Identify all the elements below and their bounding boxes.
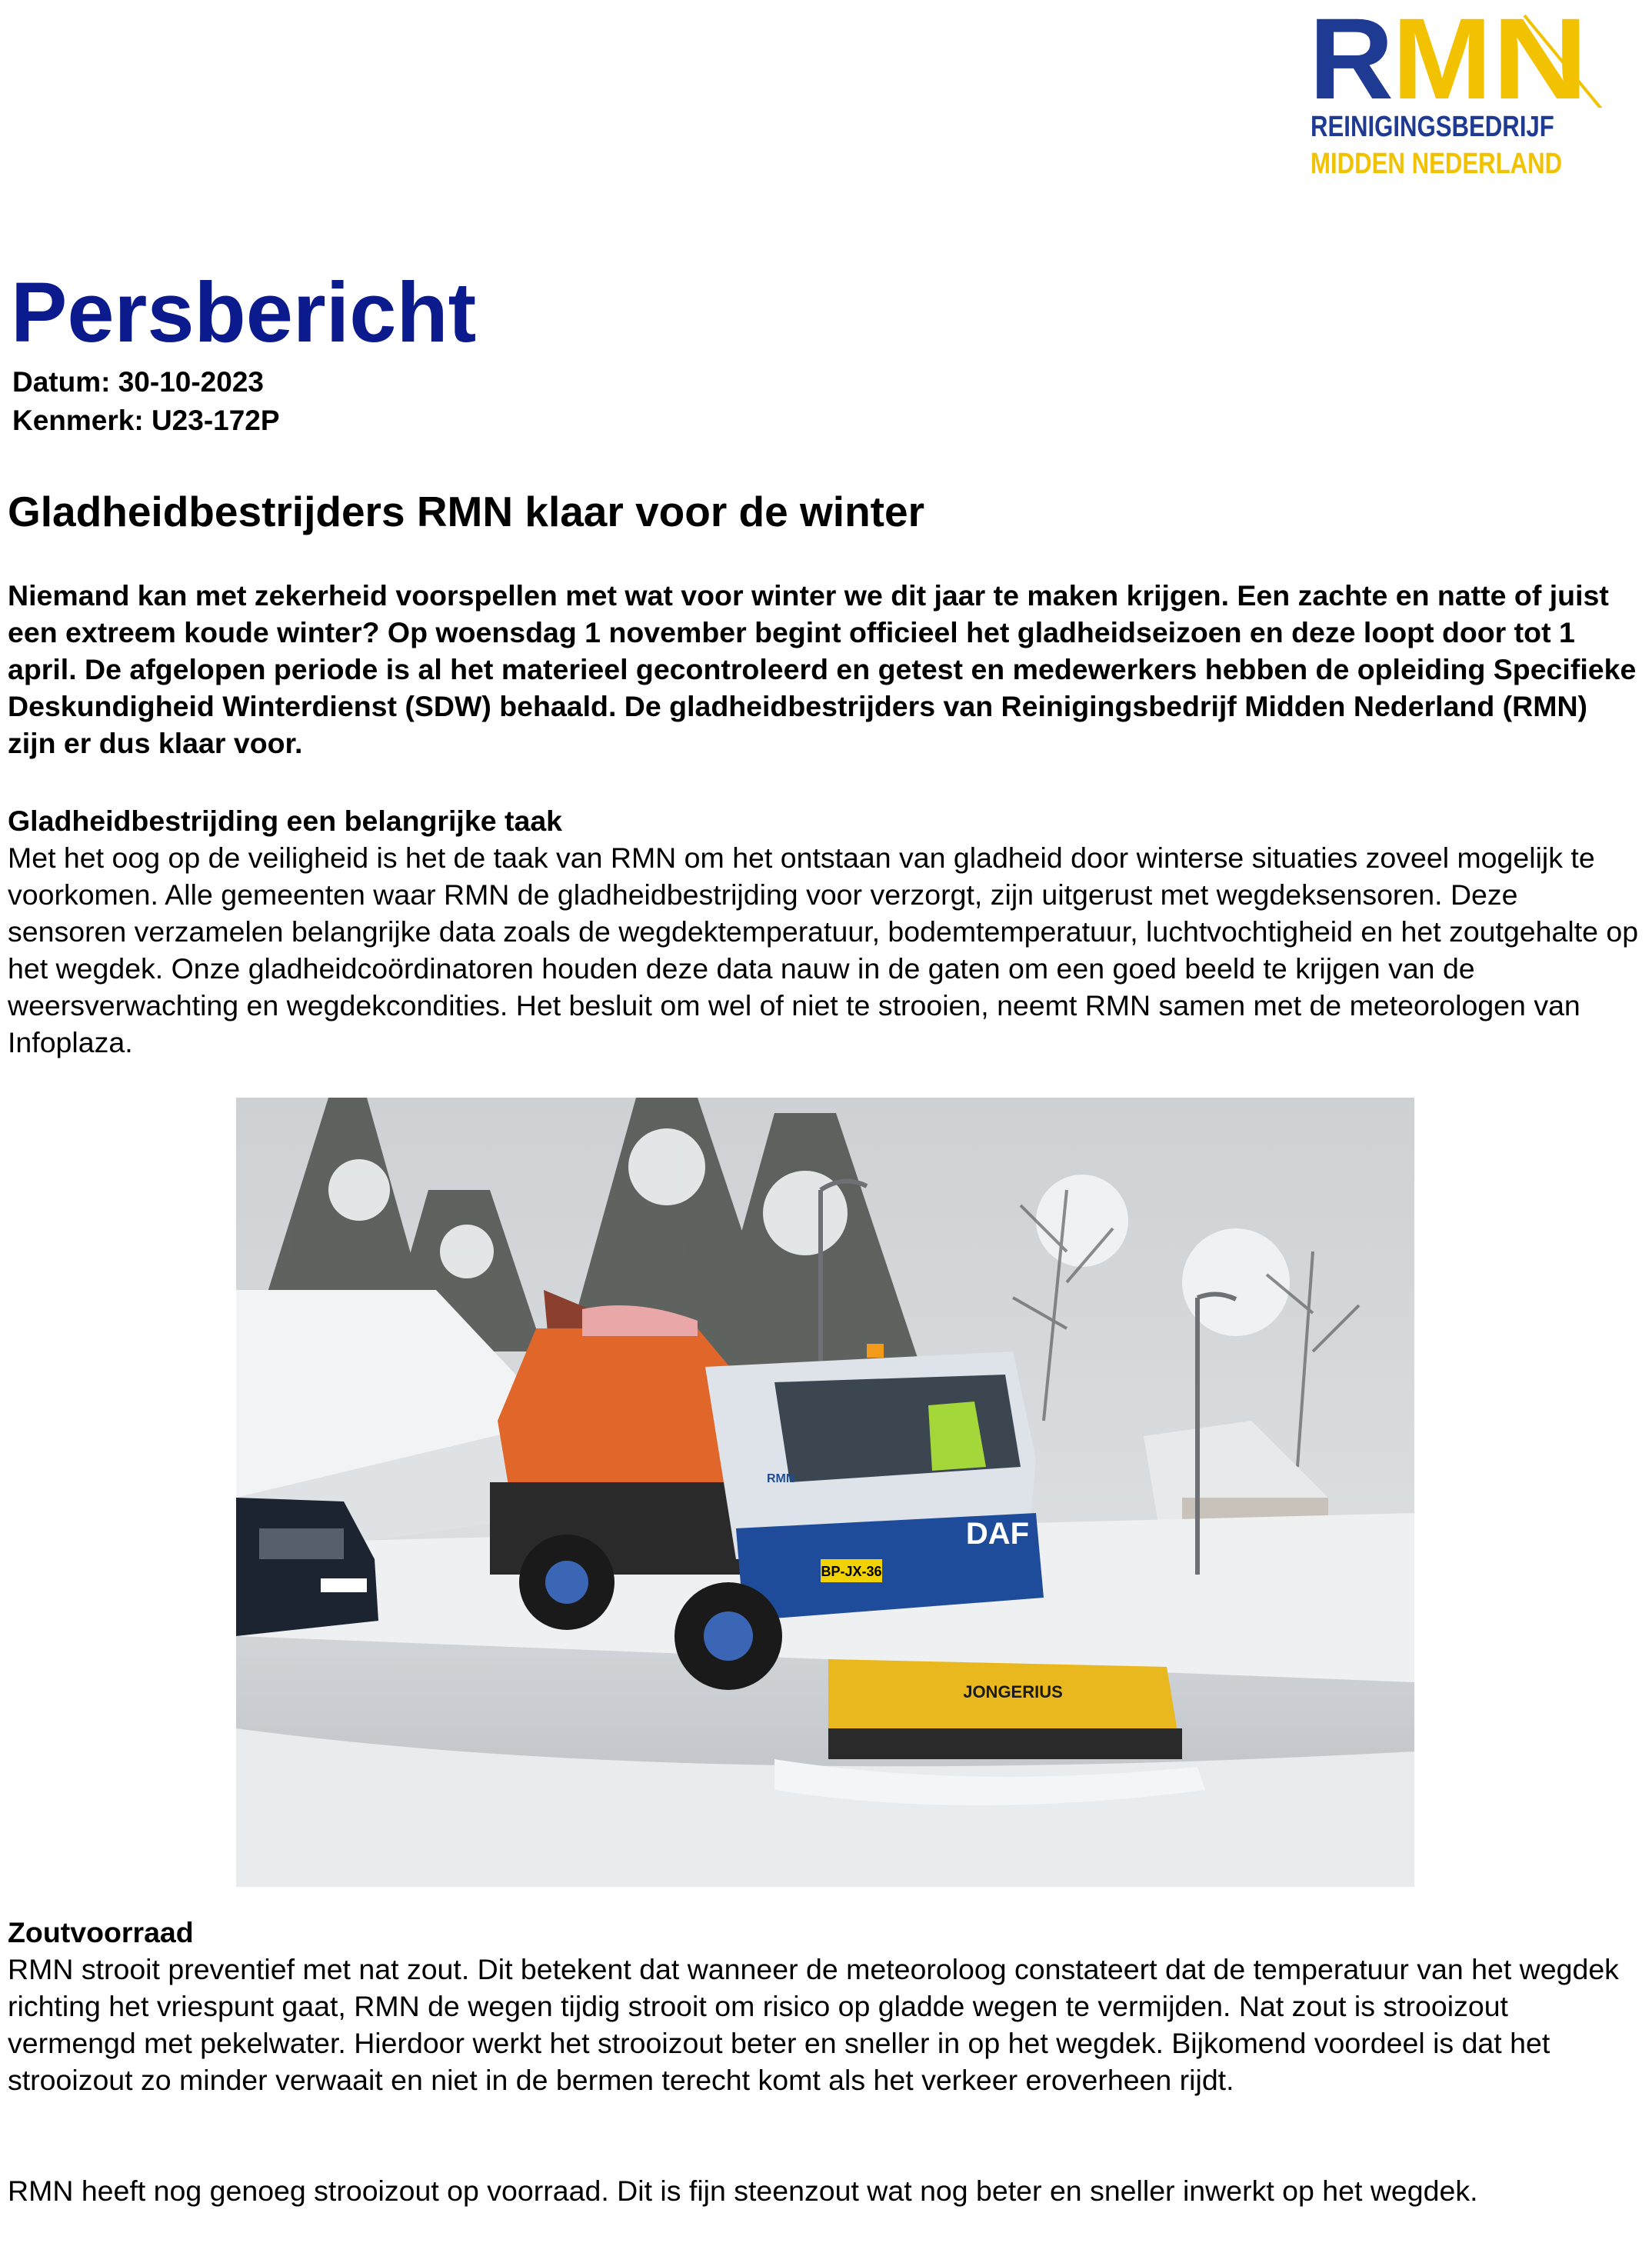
section-paragraph-voorraad: RMN heeft nog genoeg strooizout op voorraad. Dit is fijn steenzout wat nog beter en sneller inwerkt op het wegdek. [8,2175,1478,2207]
article-headline: Gladheidbestrijders RMN klaar voor de winter [8,488,924,535]
svg-text:M: M [1392,8,1492,108]
license-plate-text: BP-JX-36 [821,1564,882,1579]
section-heading-zoutvoorraad: Zoutvoorraad [8,1916,194,1948]
truck-brand-text: DAF [965,1517,1030,1551]
section-paragraph-gladheidbestrijding: Met het oog op de veiligheid is het de taak van RMN om het ontstaan van gladheid door winterse situaties zoveel mogelijk te voorkomen. Alle gemeenten waar RMN de gladheidbestrijding voor verzorgt, zijn uitgerust met wegdeksensoren. Deze sensoren verzamelen belangrijke data zoals de wegdektemperatuur, bodemtemperatuur, luchtvochtigheid en het zoutgehalte op het wegdek. Onze gladheidcoördinatoren houden deze data nauw in de gaten om een goed beeld te krijgen van de weersverwachting en wegdekcondities. Het besluit om wel of niet te strooien, neemt RMN samen met de meteorologen van Infoplaza. [8,842,1639,1058]
snowplow-photo [236,1098,1414,1887]
rmn-logo [1307,8,1638,185]
date-line: Datum: 30-10-2023 [12,366,264,398]
page-title: Persbericht [11,265,477,360]
reference-line: Kenmerk: U23-172P [12,405,280,436]
logo-line-2: MIDDEN NEDERLAND [1311,148,1563,180]
plow-brand-text: JONGERIUS [963,1682,1063,1701]
intro-paragraph: Niemand kan met zekerheid voorspellen met wat voor winter we dit jaar te maken krijgen. Een zachte en natte of juist een extreem koude winter? Op woensdag 1 november begint officieel het gladheidseizoen en deze loopt door tot 1 april. De afgelopen periode is al het materieel gecontroleerd en getest en medewerkers hebben de opleiding Specifieke Deskundigheid Winterdienst (SDW) behaald. De gladheidbestrijders van Reinigingsbedrijf Midden Nederland (RMN) zijn er dus klaar voor. [8,579,1637,759]
section-heading-gladheidbestrijding: Gladheidbestrijding een belangrijke taak [8,805,563,837]
rmn-logo-mark [1309,8,1617,108]
logo-line-1: REINIGINGSBEDRIJF [1311,111,1554,143]
truck-badge-text: RMN [767,1472,795,1485]
snowplow-photo-illustration [236,1098,1414,1887]
svg-text:R: R [1309,8,1394,108]
svg-text:N: N [1492,8,1588,108]
section-paragraph-zoutvoorraad: RMN strooit preventief met nat zout. Dit betekent dat wanneer de meteoroloog constateert dat de temperatuur van het wegdek richting het vriespunt gaat, RMN de wegen tijdig strooit om risico op gladde wegen te vermijden. Nat zout is strooizout vermengd met pekelwater. Hierdoor werkt het strooizout beter en sneller in op het wegdek. Bijkomend voordeel is dat het strooizout zo minder verwaait en niet in de bermen terecht komt als het verkeer eroverheen rijdt. [8,1953,1619,2096]
